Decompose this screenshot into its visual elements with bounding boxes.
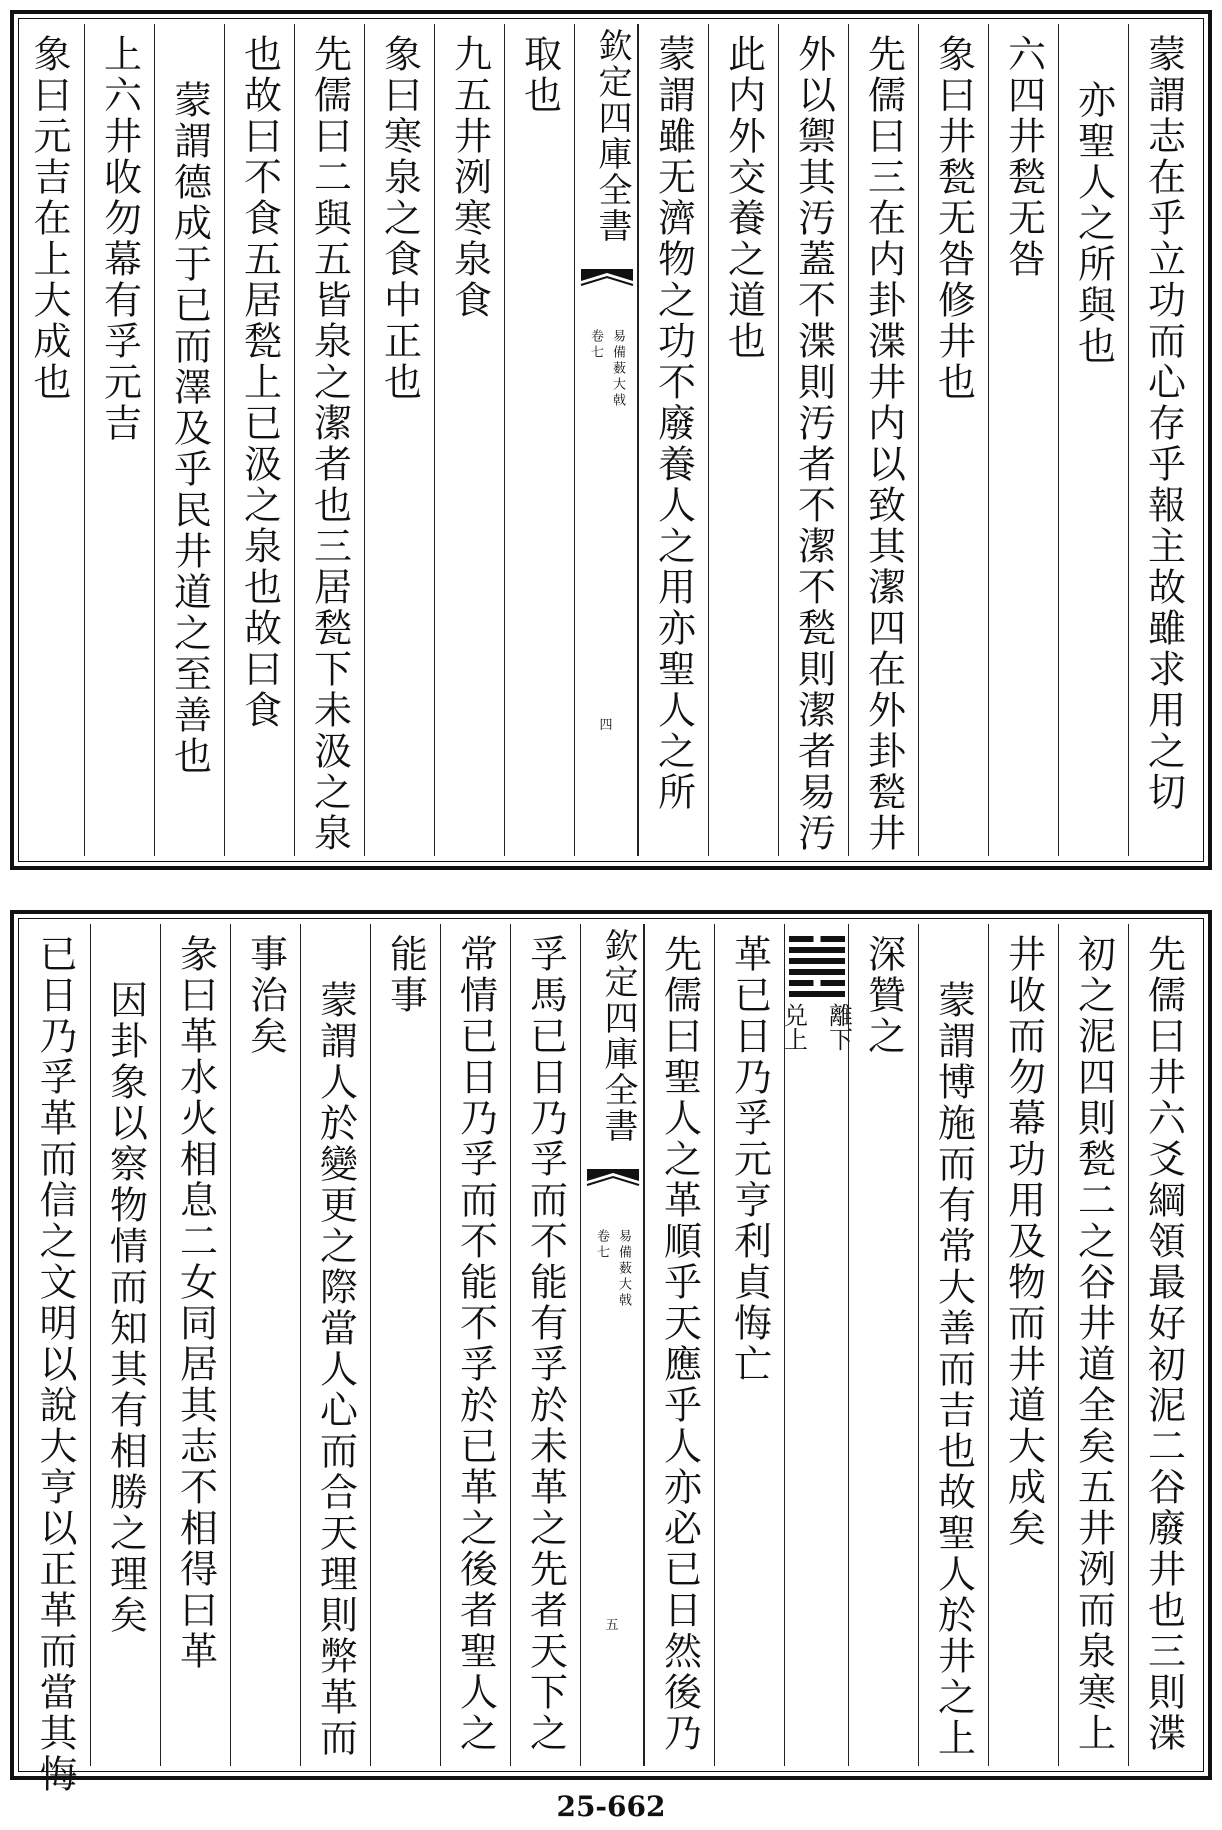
column-text: 外以禦其汚蓋不渫則汚者不潔不甃則潔者易汚 [791,34,836,854]
column-text: 也故曰不食五居甃上已汲之泉也故曰食 [237,34,282,731]
text-column [708,24,778,856]
hexagram-ge [777,924,857,1766]
center-fold [574,24,638,856]
column-text: 取也 [517,34,562,116]
column-text: 蒙謂人於變更之際當人心而合天理則弊革而 [313,980,358,1759]
center-title: 欽定四庫全書 [592,28,632,244]
column-text: 孚馬已日乃孚而不能有孚於未革之先者天下之 [523,934,568,1754]
text-column [224,24,294,856]
column-text: 蒙謂德成于已而澤及乎民井道之至善也 [167,80,212,777]
text-column [370,924,440,1766]
text-column [300,924,370,1766]
center-volume: 卷七 [594,1229,609,1261]
text-column [638,24,708,856]
text-column [1128,24,1198,856]
hexagram-upper-label: 兑上 [779,1003,808,1051]
column-text: 事治矣 [243,934,288,1057]
text-column [160,924,230,1766]
text-column [918,924,988,1766]
text-column [1058,924,1128,1766]
column-text: 井收而勿幕功用及物而井道大成矣 [1001,934,1046,1549]
hexagram-column [779,924,853,1766]
text-column [434,24,504,856]
text-column [510,924,580,1766]
center-volume: 卷七 [588,329,603,361]
text-column [20,924,90,1795]
column-text: 革已日乃孚元亨利貞悔亡 [727,934,772,1385]
text-column [364,24,434,856]
text-column [230,924,300,1766]
text-column [1128,924,1198,1766]
column-text: 六四井甃无咎 [1001,34,1046,280]
column-text: 彖曰革水火相息二女同居其志不相得曰革 [173,934,218,1672]
text-column [294,24,364,856]
text-column [644,924,714,1766]
text-column [918,24,988,856]
center-fold [580,924,644,1766]
bottom-page [10,910,1212,1795]
top-page [10,10,1212,870]
text-column [714,924,784,1766]
column-text: 蒙謂博施而有常大善而吉也故聖人於井之上 [931,980,976,1759]
text-column [988,924,1058,1766]
center-subtitle: 易備薮大戟 [610,329,625,409]
column-text: 象曰井甃无咎修井也 [931,34,976,403]
hexagram-lower-label: 離下 [824,1003,853,1051]
column-text: 先儒曰聖人之革順乎天應乎人亦必已日然後乃 [657,934,702,1754]
text-column [988,24,1058,856]
column-text: 蒙謂志在乎立功而心存乎報主故雖求用之切 [1141,34,1186,813]
center-subtitle: 易備薮大戟 [616,1229,631,1309]
hexagram-labels [777,1003,857,1051]
column-text: 亦聖人之所與也 [1071,80,1116,367]
column-text: 蒙謂雖无濟物之功不廢養人之用亦聖人之所 [651,34,696,813]
column-text: 先儒曰井六爻綱領最好初泥二谷廢井也三則渫 [1141,934,1186,1754]
column-text: 象曰寒泉之食中正也 [377,34,422,403]
text-column [90,924,160,1766]
column-text: 因卦象以察物情而知其有相勝之理矣 [103,980,148,1636]
column-text: 此内外交養之道也 [721,34,766,362]
column-text: 九五井洌寒泉食 [447,34,492,321]
fishtail-ornament-icon [581,269,633,291]
column-text: 先儒曰三在内卦渫井内以致其潔四在外卦甃井 [861,34,906,854]
page-number: 五 [605,1618,619,1633]
text-column [848,24,918,856]
text-column [84,24,154,856]
column-text: 先儒曰二與五皆泉之潔者也三居甃下未汲之泉 [307,34,352,854]
text-column [504,24,574,856]
column-text: 象曰元吉在上大成也 [27,34,71,403]
hexagram-lines-icon [789,936,845,997]
text-column [14,24,84,856]
footer-page-number: 25-662 [556,1790,666,1823]
text-column [1058,24,1128,856]
text-column [778,24,848,856]
page-number: 四 [599,718,613,733]
fishtail-ornament-icon [587,1169,639,1191]
column-text: 深贊之 [861,934,906,1057]
column-text: 能事 [383,934,428,1016]
column-text: 初之泥四則甃二之谷井道全矣五井洌而泉寒上 [1071,934,1116,1754]
column-text: 常情已日乃孚而不能不孚於已革之後者聖人之 [453,934,498,1754]
bottom-columns [24,924,1198,1795]
column-text: 上六井收勿幕有孚元吉 [97,34,142,444]
text-column [848,924,918,1766]
text-column [440,924,510,1766]
text-column [154,24,224,856]
center-title: 欽定四庫全書 [598,928,638,1144]
column-text: 已日乃孚革而信之文明以說大亨以正革而當其悔 [33,934,77,1795]
top-columns [24,24,1198,856]
